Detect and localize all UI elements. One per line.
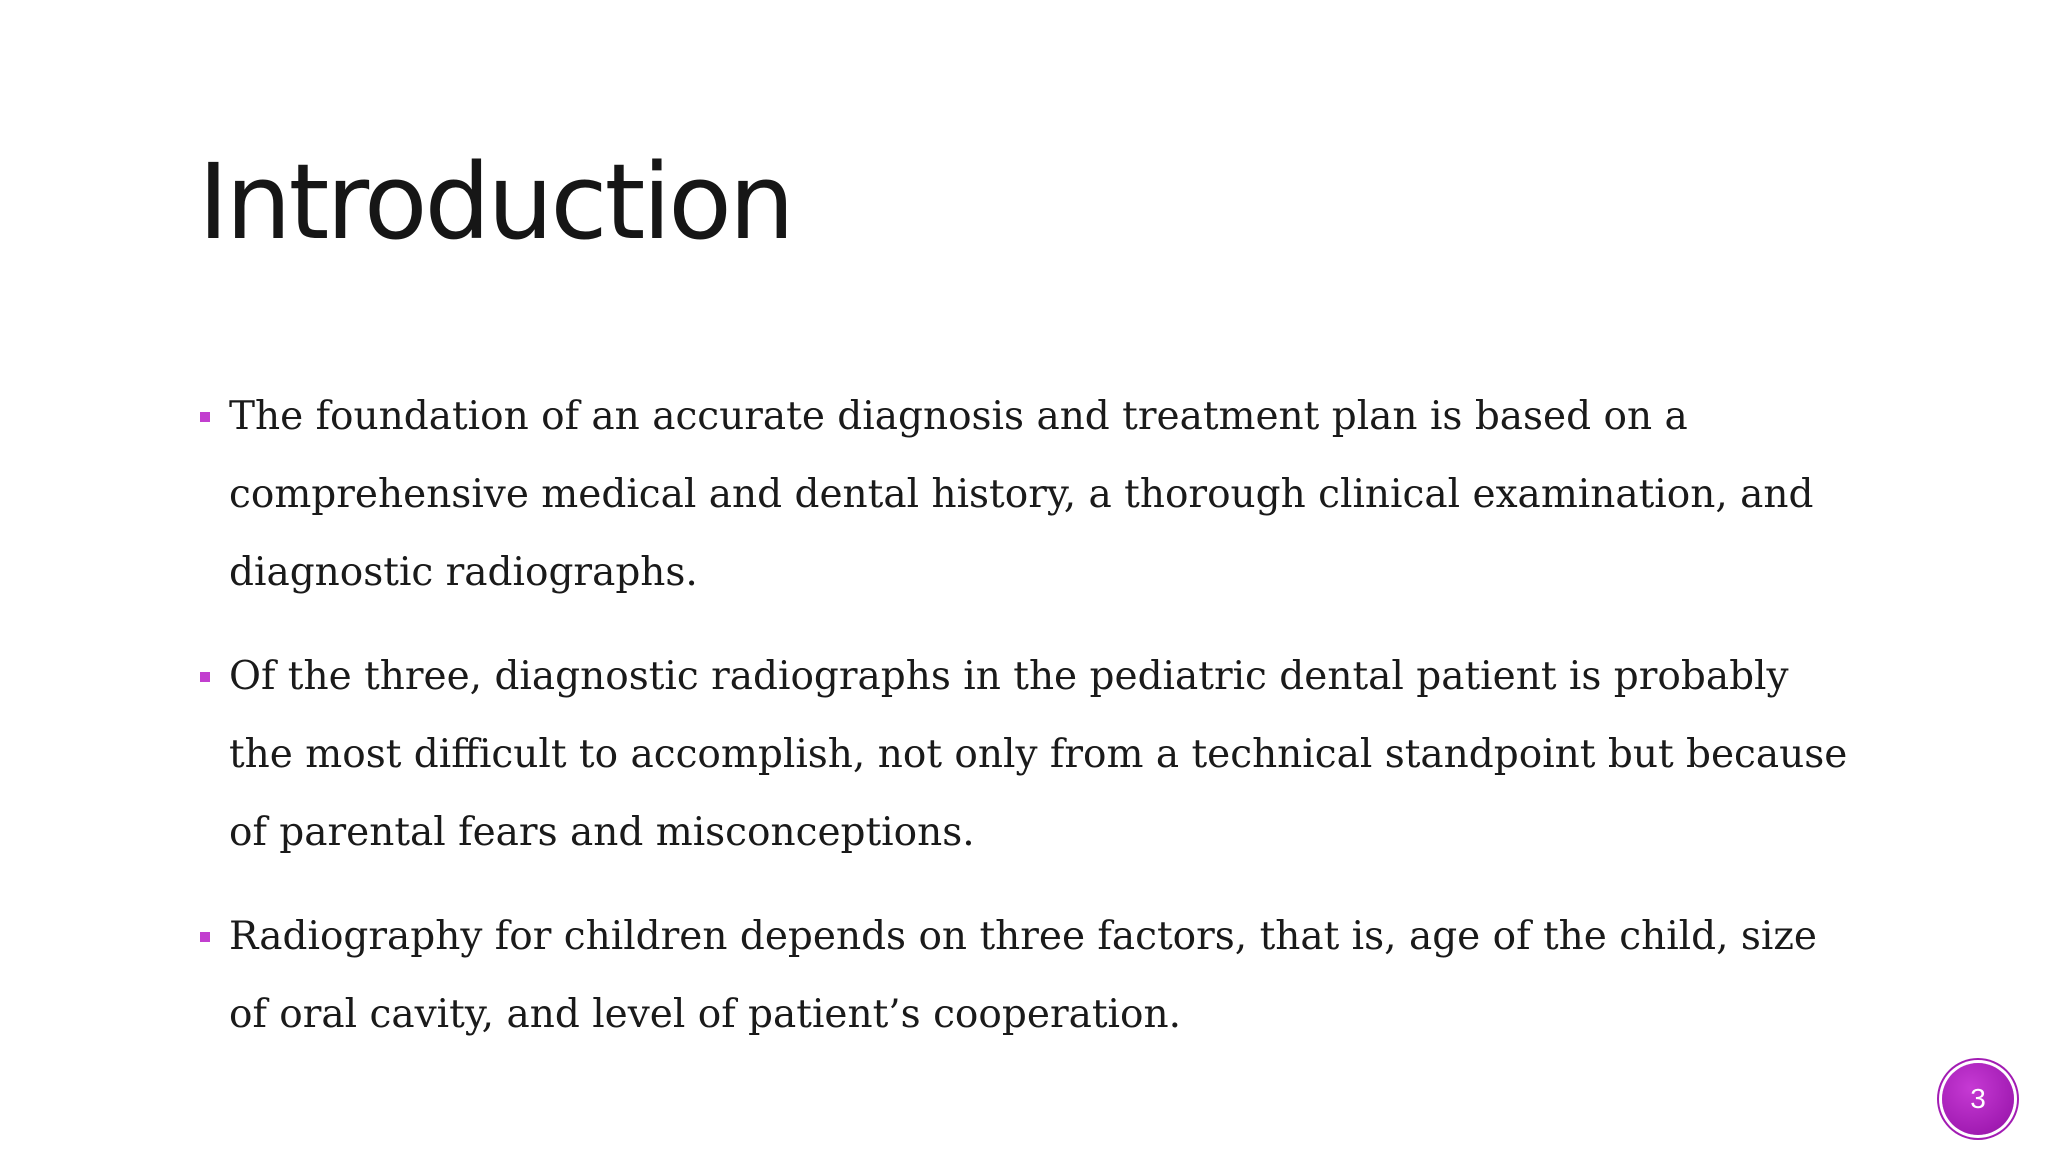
page-number-badge — [1942, 1063, 2014, 1135]
square-bullet-icon — [200, 932, 210, 942]
bullet-text: Of the three, diagnostic radiographs in the pediatric dental patient is probably the most difficult to accomplish, not only from a technical standpoint but because of parental fears and misconceptions. — [229, 654, 1848, 855]
square-bullet-icon — [200, 672, 210, 682]
bullet-text: Radiography for children depends on three factors, that is, age of the child, size of oral cavity, and level of patient’s cooperation. — [229, 914, 1818, 1037]
bullet-item — [198, 638, 1858, 872]
page-number: 3 — [1970, 1083, 1986, 1114]
square-bullet-icon — [200, 412, 210, 422]
bullet-list — [198, 378, 1858, 1080]
bullet-item — [198, 898, 1858, 1054]
bullet-text: The foundation of an accurate diagnosis and treatment plan is based on a comprehensive medical and dental history, a thorough clinical examination, and diagnostic radiographs. — [229, 394, 1814, 595]
slide-title: Introduction — [198, 141, 792, 263]
bullet-item — [198, 378, 1858, 612]
